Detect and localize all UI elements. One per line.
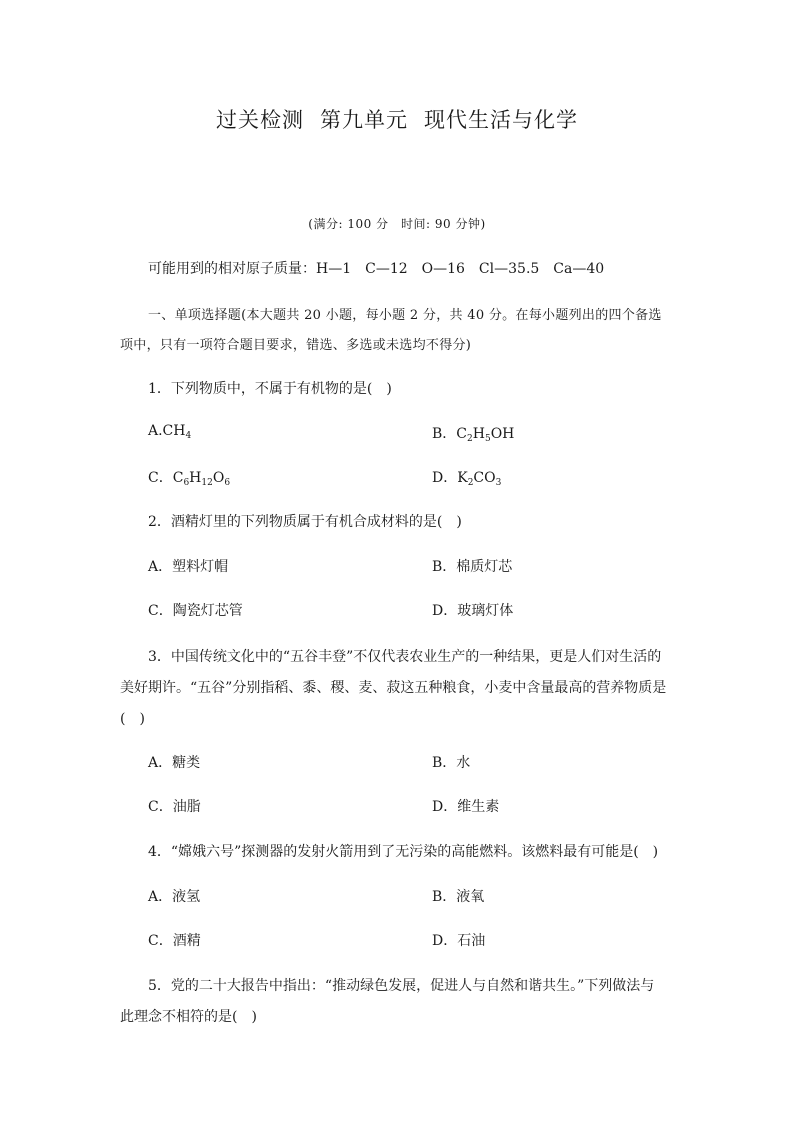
question-5-stem-line-1: 5．党的二十大报告中指出：“推动绿色发展，促进人与自然和谐共生。”下列做法与 <box>148 978 655 994</box>
question-1-stem: 1．下列物质中，不属于有机物的是( ) <box>148 381 392 397</box>
question-3-option-c[interactable]: C．油脂 <box>148 799 201 815</box>
question-2-option-a[interactable]: A．塑料灯帽 <box>148 559 229 575</box>
question-2-option-d[interactable]: D．玻璃灯体 <box>432 603 514 619</box>
question-3-option-d[interactable]: D．维生素 <box>432 799 500 815</box>
question-5-stem-line-2: 此理念不相符的是( ) <box>120 1009 257 1025</box>
question-4-stem: 4．“嫦娥六号”探测器的发射火箭用到了无污染的高能燃料。该燃料最有可能是( ) <box>148 844 659 860</box>
section-heading-line-2: 项中，只有一项符合题目要求，错选、多选或未选均不得分) <box>120 338 472 353</box>
section-heading-line-1: 一、单项选择题(本大题共 20 小题，每小题 2 分，共 40 分。在每小题列出的四个备选 <box>148 308 662 323</box>
question-1-option-b[interactable]: B．$C_2H_5OH$ <box>432 426 515 444</box>
question-1-option-c[interactable]: C．$C_6H_{12}O_6$ <box>148 470 231 488</box>
question-3-stem-line-1: 3．中国传统文化中的“五谷丰登”不仅代表农业生产的一种结果，更是人们对生活的 <box>148 649 662 665</box>
question-1-option-a[interactable]: $A.CH_4$ <box>148 423 192 441</box>
question-2-option-b[interactable]: B．棉质灯芯 <box>432 559 513 575</box>
question-4-option-c[interactable]: C．酒精 <box>148 933 201 949</box>
title-part-1: 过关检测 <box>216 108 304 132</box>
title-part-3: 现代生活与化学 <box>424 108 578 132</box>
question-4-option-d[interactable]: D．石油 <box>432 933 486 949</box>
question-3-stem-line-3: ( ) <box>120 711 145 727</box>
question-2-option-c[interactable]: C．陶瓷灯芯管 <box>148 603 243 619</box>
page-title <box>0 104 794 134</box>
title-part-2: 第九单元 <box>320 108 408 132</box>
question-2-stem: 2．酒精灯里的下列物质属于有机合成材料的是( ) <box>148 514 462 530</box>
question-4-option-a[interactable]: A．液氢 <box>148 889 201 905</box>
question-3-option-b[interactable]: B．水 <box>432 755 471 771</box>
question-3-option-a[interactable]: A．糖类 <box>148 755 201 771</box>
question-1-option-d[interactable]: D．$K_2CO_3$ <box>432 470 502 488</box>
question-4-option-b[interactable]: B．液氧 <box>432 889 485 905</box>
exam-info: (满分: 100 分 时间: 90 分钟) <box>308 217 486 231</box>
atomic-masses: 可能用到的相对原子质量：H—1 C—12 O—16 Cl—35.5 Ca—40 <box>148 261 605 277</box>
question-3-stem-line-2: 美好期许。“五谷”分别指稻、黍、稷、麦、菽这五种粮食，小麦中含量最高的营养物质是 <box>120 680 667 696</box>
